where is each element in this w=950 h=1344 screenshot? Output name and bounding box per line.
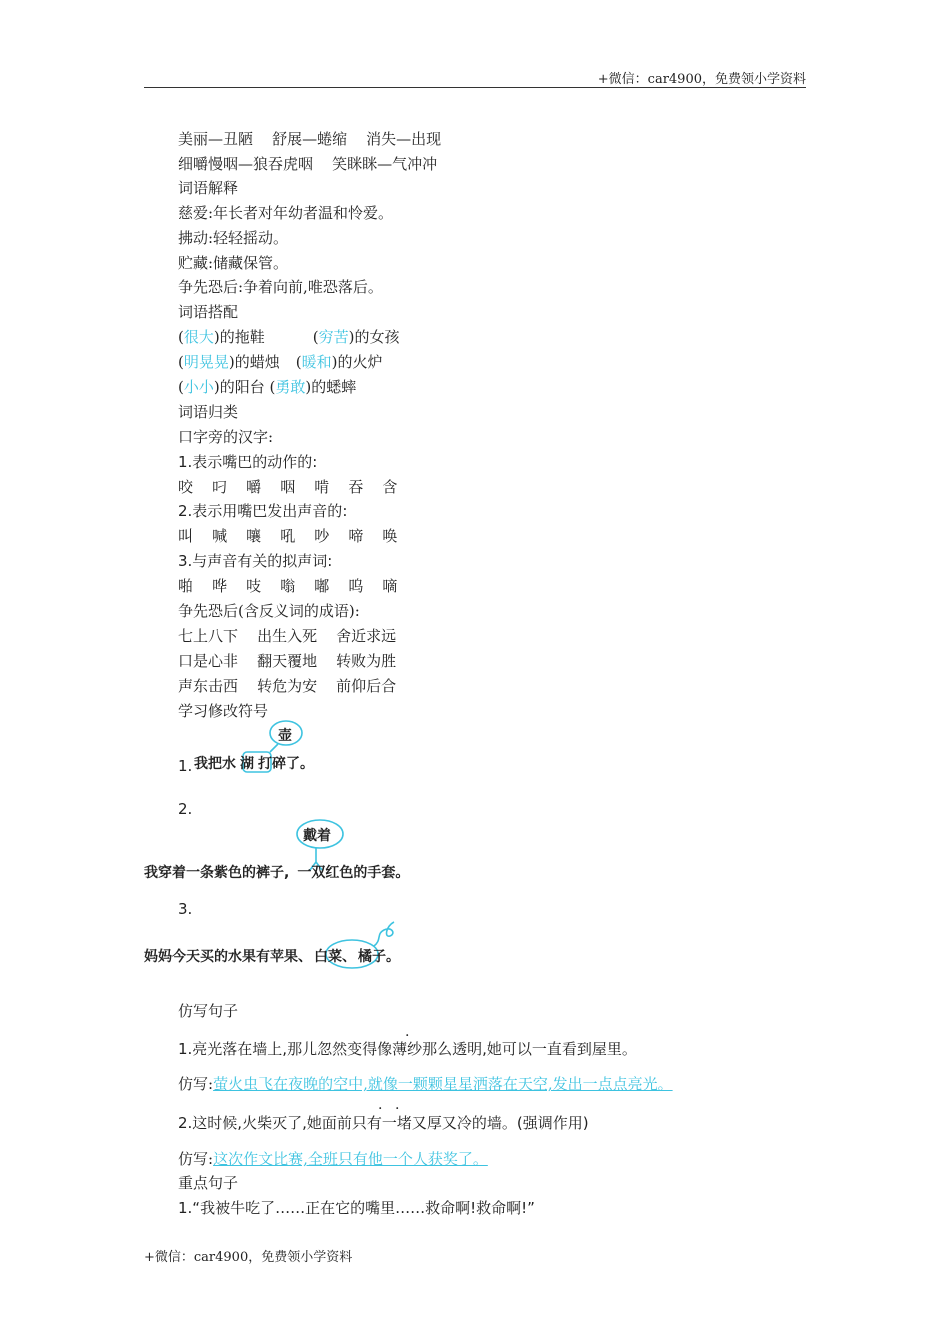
sentence-part: 我把水 (194, 756, 236, 772)
sentence-part: 我穿着一条紫色的裤子, (144, 865, 290, 881)
match-answer: 穷苦 (318, 328, 349, 346)
explain-item: 拂动:轻轻摇动。 (178, 229, 289, 247)
classify-subtitle: 口字旁的汉字: (178, 428, 274, 446)
revise-number: 2. (178, 800, 193, 818)
imitate-title: 仿写句子 (178, 1002, 239, 1020)
match-suffix: 的蟋蟀 (311, 378, 357, 396)
inserted-word: 戴着 (303, 828, 331, 844)
group-title: 1.表示嘴巴的动作的: (178, 453, 318, 471)
imitate-answer: 萤火虫飞在夜晚的空中,就像一颗颗星星洒落在天空,发出一点点亮光。 (213, 1075, 673, 1093)
group-chars: 啪 哗 吱 嗡 嘟 呜 嘀 (178, 577, 398, 595)
replacement-word: 壶 (278, 728, 292, 744)
antonyms-line-2: 细嚼慢咽—狼吞虎咽 笑眯眯—气冲冲 (178, 155, 438, 173)
emphasis-dot: . (405, 1024, 410, 1040)
group-chars: 咬 叼 嚼 咽 啃 吞 含 (178, 478, 398, 496)
sentence-part: 一双红色的手套。 (297, 865, 410, 881)
match-suffix: 的火炉 (337, 353, 383, 371)
idiom-line: 口是心非 翻天覆地 转败为胜 (178, 652, 397, 670)
imitate-label: 仿写: (178, 1075, 214, 1093)
emphasis-dot: . (395, 1097, 400, 1113)
explain-item: 贮藏:储藏保管。 (178, 254, 289, 272)
imitate-label: 仿写: (178, 1150, 214, 1168)
sentence-part: 妈妈今天买的水果有苹果、 (144, 949, 312, 965)
explain-item: 争先恐后:争着向前,唯恐落后。 (178, 278, 383, 296)
imitate-sentence-2: 2.这时候,火柴灭了,她面前只有一堵又厚又冷的墙。(强调作用) (178, 1114, 589, 1132)
match-answer: 很大 (183, 328, 214, 346)
match-answer: 小小 (183, 378, 214, 396)
explain-title: 词语解释 (178, 179, 239, 197)
sentence-part: 打碎了。 (258, 756, 314, 772)
revise-sentence-1 (194, 753, 314, 773)
match-suffix: 的蜡烛 (234, 353, 280, 371)
idiom-line: 七上八下 出生入死 舍近求远 (178, 627, 397, 645)
imitate-sentence-1: 1.亮光落在墙上,那儿忽然变得像薄纱那么透明,她可以一直看到屋里。 (178, 1040, 637, 1058)
revise-sentence-2 (144, 862, 409, 882)
group-title: 2.表示用嘴巴发出声音的: (178, 502, 348, 520)
match-row-3: (小小)的阳台 (勇敢)的蟋蟀 (178, 378, 357, 396)
imitate-answer-2 (178, 1148, 488, 1169)
match-suffix: 的拖鞋 (219, 328, 265, 346)
imitate-answer: 这次作文比赛,全班只有他一个人获奖了。 (213, 1150, 488, 1168)
match-title: 词语搭配 (178, 303, 239, 321)
group-chars: 叫 喊 嚷 吼 吵 啼 唤 (178, 527, 398, 545)
match-row-2: (明晃晃)的蜡烛 (暖和)的火炉 (178, 353, 383, 371)
revise-number: 3. (178, 900, 193, 918)
key-sentence-1: 1.“我被牛吃了……正在它的嘴里……救命啊!救命啊!” (178, 1199, 535, 1217)
revise-number: 1. (178, 757, 193, 775)
emphasis-dot: . (378, 1097, 383, 1113)
classify-title: 词语归类 (178, 403, 239, 421)
match-row-1: (很大)的拖鞋 (穷苦)的女孩 (178, 328, 400, 346)
match-suffix: 的女孩 (354, 328, 400, 346)
idiom-line: 声东击西 转危为安 前仰后合 (178, 677, 397, 695)
match-answer: 暖和 (301, 353, 332, 371)
revise-title: 学习修改符号 (178, 702, 269, 720)
antonyms-line-1: 美丽—丑陋 舒展—蜷缩 消失—出现 (178, 130, 442, 148)
idiom-title: 争先恐后(含反义词的成语): (178, 602, 360, 620)
match-answer: 明晃晃 (183, 353, 229, 371)
imitate-answer-1 (178, 1073, 673, 1094)
match-suffix: 的阳台 (219, 378, 265, 396)
header-rule (144, 87, 806, 88)
deleted-word: 白菜、 (314, 949, 356, 965)
explain-item: 慈爱:年长者对年幼者温和怜爱。 (178, 204, 394, 222)
page-footer: +微信：car4900，免费领小学资料 (144, 1250, 353, 1265)
page-header: +微信：car4900，免费领小学资料 (597, 72, 806, 87)
wrong-word: 湖 (240, 756, 254, 772)
group-title: 3.与声音有关的拟声词: (178, 552, 333, 570)
sentence-part: 橘子。 (358, 949, 400, 965)
revise-sentence-3 (144, 946, 400, 966)
match-answer: 勇敢 (275, 378, 306, 396)
key-title: 重点句子 (178, 1174, 239, 1192)
